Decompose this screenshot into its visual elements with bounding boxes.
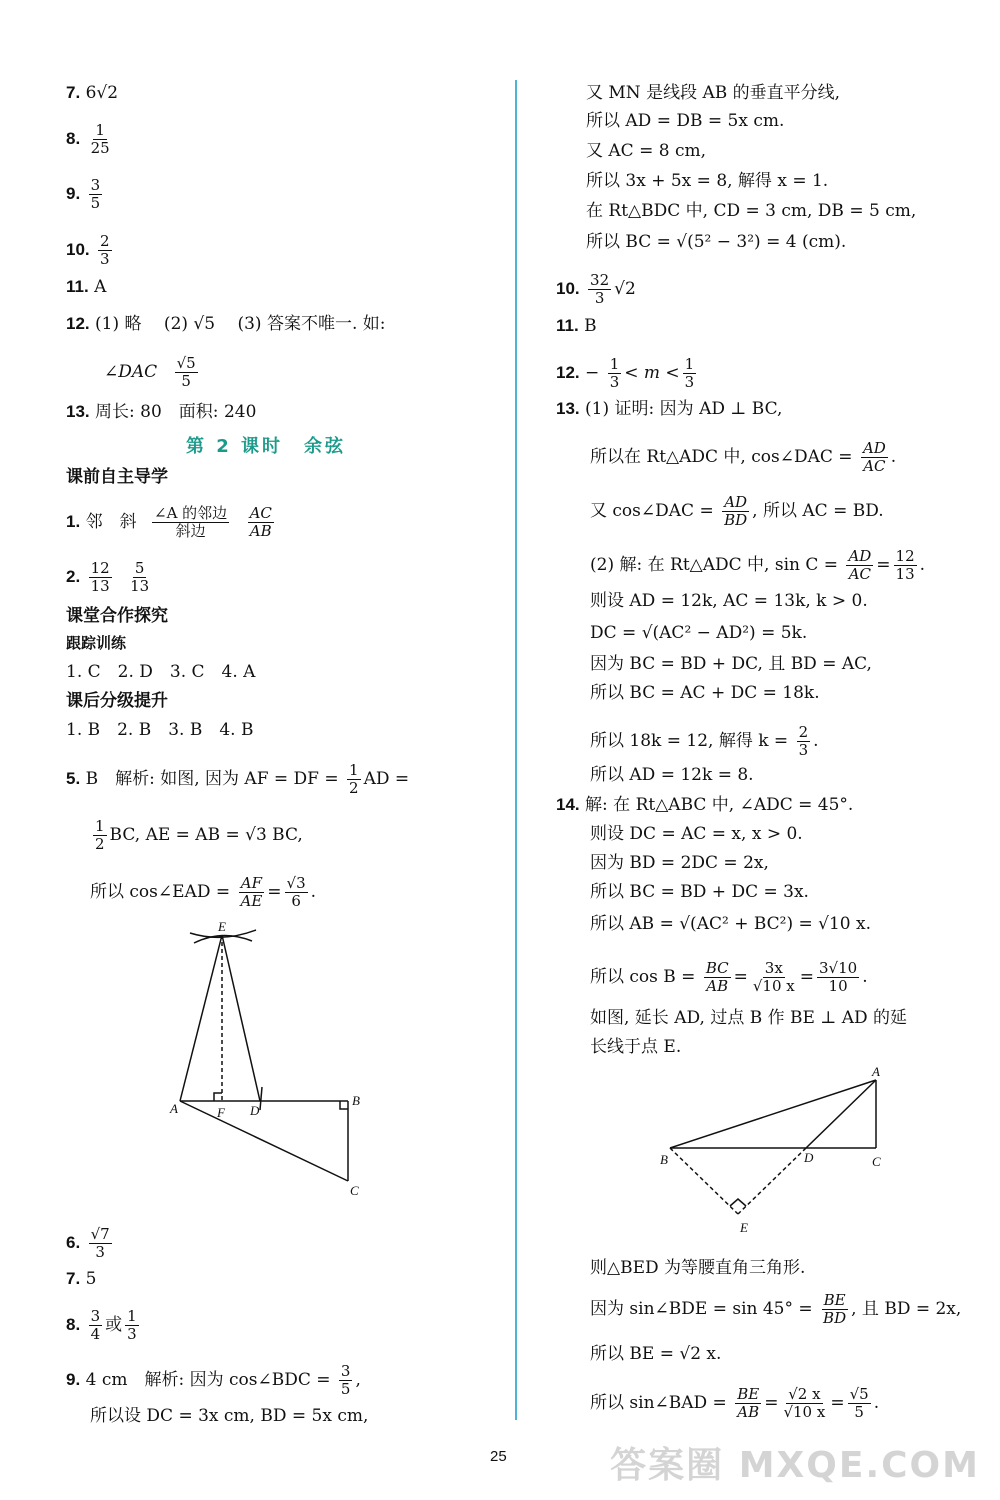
answer-7b: 7. 5: [66, 1269, 97, 1289]
answer-8b: 8. $\frac{3}{4}$ 或 $\frac{1}{3}$: [66, 1307, 137, 1343]
answer-5-line1: 5. B 解析: 如图, 因为 AF = DF = $\frac{1}{2}$ AD =: [66, 761, 410, 797]
answer-12: 12. (1) 略 (2) √5 (3) 答案不唯一. 如:: [66, 314, 386, 334]
r-answer-14: 14. 解: 在 Rt△ABC 中, ∠ADC = 45°.: [556, 795, 854, 815]
answer-11: 11. A: [66, 277, 107, 297]
r-line-2: 所以 AD = DB = 5x cm.: [586, 111, 785, 131]
r14-line-2: 则设 DC = AC = x, x > 0.: [590, 824, 803, 844]
r13-line-6: DC = √(AC² − AD²) = 5k.: [590, 623, 808, 643]
r14-line-5: 所以 AB = √(AC² + BC²) = √10 x.: [590, 914, 872, 934]
r14-line-9: 则△BED 为等腰直角三角形.: [590, 1258, 806, 1278]
fig1-right-angle-b: [340, 1101, 348, 1109]
fig2-right-angle-e: [730, 1199, 746, 1206]
track-answers: 1. C 2. D 3. C 4. A: [66, 662, 256, 682]
fig1-label-e: E: [218, 919, 226, 934]
watermark: 答案圈 MXQE.COM: [610, 1445, 980, 1486]
r-answer-11: 11. B: [556, 316, 597, 336]
heading-after-class: 课后分级提升: [66, 691, 168, 710]
r14-line-12: 所以 sin∠BAD = $\frac{BE}{AB}$ = $\frac{√2 x}{√10 x}$ = $\frac{√5}{5}$ .: [590, 1385, 880, 1421]
figure-2: [650, 1062, 890, 1242]
r13-line-4: (2) 解: 在 Rt△ADC 中, sin C = $\frac{AD}{AC}$ = $\frac{12}{13}$ .: [590, 547, 926, 583]
fig2-label-a: A: [872, 1064, 880, 1079]
r13-line-9: 所以 18k = 12, 解得 k = $\frac{2}{3}$ .: [590, 723, 819, 759]
fig2-label-e: E: [740, 1220, 748, 1235]
fig2-side-ad: [806, 1080, 876, 1148]
r14-line-11: 所以 BE = √2 x.: [590, 1344, 722, 1364]
answer-6: 6. $\frac{√7}{3}$: [66, 1225, 110, 1261]
fig2-extension-de: [738, 1148, 806, 1214]
r-answer-10: 10. $\frac{32}{3}$ √2: [556, 271, 636, 307]
pre-answer-1: 1. 邻 斜 $\frac{\text{∠A 的邻边}}{\text{斜边}}$ $\frac{AC}{AB}$: [66, 504, 272, 540]
fig1-right-angle-f: [214, 1093, 222, 1101]
r-line-6: 所以 BC = √(5² − 3²) = 4 (cm).: [586, 232, 847, 252]
fig1-label-a: A: [170, 1101, 178, 1116]
r14-line-4: 所以 BC = BD + DC = 3x.: [590, 882, 809, 902]
r14-line-7: 如图, 延长 AD, 过点 B 作 BE ⊥ AD 的延: [590, 1008, 908, 1028]
answer-12-line2: ∠DAC $\frac{√5}{5}$: [104, 354, 196, 390]
heading-in-class: 课堂合作探究: [66, 606, 168, 625]
r13-line-2: 所以在 Rt△ADC 中, cos∠DAC = $\frac{AD}{AC}$ .: [590, 439, 897, 475]
section-title: 第 2 课时 余弦: [186, 436, 347, 457]
r-answer-13: 13. (1) 证明: 因为 AD ⊥ BC,: [556, 399, 783, 419]
r-answer-12: 12. − $\frac{1}{3}$ < m < $\frac{1}{3}$: [556, 355, 695, 391]
r-line-4: 所以 3x + 5x = 8, 解得 x = 1.: [586, 171, 829, 191]
answer-9b-line2: 所以设 DC = 3x cm, BD = 5x cm,: [90, 1406, 369, 1426]
fig1-arc-d: [260, 1087, 262, 1110]
heading-pre-class: 课前自主导学: [66, 467, 168, 486]
fig1-side-de: [222, 935, 260, 1101]
answer-13: 13. 周长: 80 面积: 240: [66, 402, 257, 422]
r13-line-3: 又 cos∠DAC = $\frac{AD}{BD}$ , 所以 AC = BD.: [590, 493, 884, 529]
page-number: 25: [490, 1448, 507, 1465]
r14-line-6: 所以 cos B = $\frac{BC}{AB}$ = $\frac{3x}{√10 x}$ = $\frac{3√10}{10}$ .: [590, 959, 868, 995]
r13-line-7: 因为 BC = BD + DC, 且 BD = AC,: [590, 654, 872, 674]
answer-5-line2: $\frac{1}{2}$ BC, AE = AB = √3 BC,: [95, 817, 303, 853]
fig1-label-b: B: [352, 1093, 360, 1108]
fig1-label-c: C: [350, 1183, 359, 1198]
fig2-side-ba: [670, 1080, 876, 1148]
after-answers: 1. B 2. B 3. B 4. B: [66, 720, 254, 740]
r-line-3: 又 AC = 8 cm,: [586, 141, 707, 161]
answer-8: 8. $\frac{1}{25}$: [66, 121, 110, 157]
fig1-label-d: D: [250, 1103, 260, 1118]
fig2-label-c: C: [872, 1154, 881, 1169]
r14-line-8: 长线于点 E.: [590, 1037, 682, 1057]
fig1-side-ae: [180, 935, 222, 1101]
r-line-5: 在 Rt△BDC 中, CD = 3 cm, DB = 5 cm,: [586, 201, 917, 221]
fig1-label-f: F: [217, 1105, 225, 1120]
r14-line-3: 因为 BD = 2DC = 2x,: [590, 853, 769, 873]
r-line-1: 又 MN 是线段 AB 的垂直平分线,: [586, 83, 841, 103]
figure-1: [160, 915, 380, 1205]
fig2-label-b: B: [660, 1152, 668, 1167]
fig2-label-d: D: [804, 1150, 814, 1165]
answer-5-line3: 所以 cos∠EAD = $\frac{AF}{AE}$ = $\frac{√3}{6}$ .: [90, 874, 317, 910]
fig2-perpendicular-be: [670, 1148, 738, 1214]
answer-10: 10. $\frac{2}{3}$: [66, 232, 110, 268]
r13-line-5: 则设 AD = 12k, AC = 13k, k > 0.: [590, 591, 868, 611]
answer-9: 9. $\frac{3}{5}$: [66, 176, 101, 212]
r14-line-10: 因为 sin∠BDE = sin 45° = $\frac{BE}{BD}$ , 且 BD = 2x,: [590, 1291, 962, 1327]
pre-answer-2: 2. $\frac{12}{13}$ $\frac{5}{13}$: [66, 559, 150, 595]
fig1-side-ac: [180, 1101, 348, 1181]
heading-track: 跟踪训练: [66, 635, 127, 652]
r13-line-8: 所以 BC = AC + DC = 18k.: [590, 683, 820, 703]
column-divider: [515, 80, 517, 1420]
answer-7: 7. 6√2: [66, 83, 119, 103]
r13-line-10: 所以 AD = 12k = 8.: [590, 765, 754, 785]
answer-9b: 9. 4 cm 解析: 因为 cos∠BDC = $\frac{3}{5}$ ,: [66, 1362, 361, 1398]
